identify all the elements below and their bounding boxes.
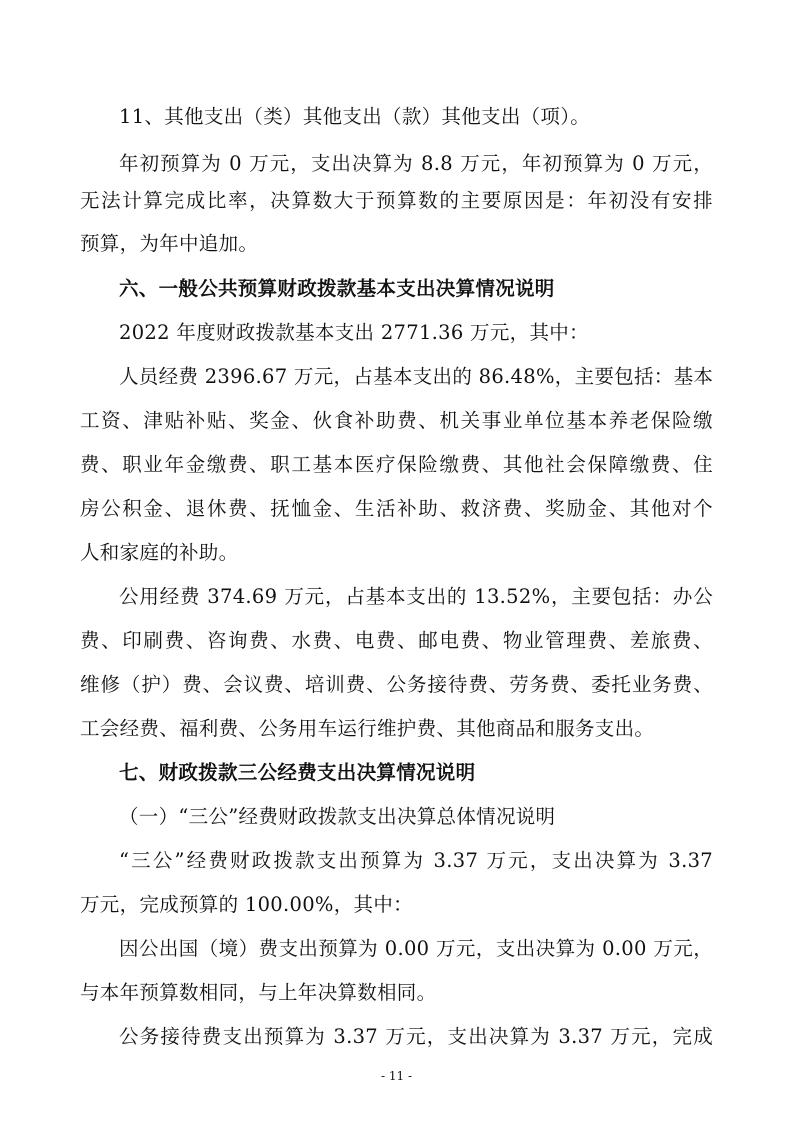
section-heading-6: 六、一般公共预算财政拨款基本支出决算情况说明 — [119, 277, 555, 300]
text-line-10: 房公积金、退休费、抚恤金、生活补助、救济费、奖励金、其他对个 — [80, 497, 713, 520]
text-line-13: 费、印刷费、咨询费、水费、电费、邮电费、物业管理费、差旅费、 — [80, 629, 713, 652]
page-number: - 11 - — [380, 1069, 412, 1083]
text-line-19: 万元，完成预算的 100.00%，其中： — [80, 893, 413, 916]
text-line-15: 工会经费、福利费、公务用车运行维护费、其他商品和服务支出。 — [80, 717, 655, 740]
text-line-11: 人和家庭的补助。 — [80, 541, 239, 564]
text-line-12: 公用经费 374.69 万元，占基本支出的 13.52%，主要包括：办公 — [119, 585, 713, 608]
text-line-22: 公务接待费支出预算为 3.37 万元，支出决算为 3.37 万元，完成 — [119, 1025, 713, 1048]
text-line-3: 无法计算完成比率，决算数大于预算数的主要原因是：年初没有安排 — [80, 189, 713, 212]
text-line-9: 费、职业年金缴费、职工基本医疗保险缴费、其他社会保障缴费、住 — [80, 453, 713, 476]
text-line-6: 2022 年度财政拨款基本支出 2771.36 万元，其中： — [119, 321, 589, 344]
text-line-8: 工资、津贴补贴、奖金、伙食补助费、机关事业单位基本养老保险缴 — [80, 409, 713, 432]
subsection-heading-1: （一）“三公”经费财政拨款支出决算总体情况说明 — [119, 805, 556, 828]
text-line-1: 11、其他支出（类）其他支出（款）其他支出（项）。 — [119, 105, 591, 128]
text-line-7: 人员经费 2396.67 万元，占基本支出的 86.48%，主要包括：基本 — [119, 365, 713, 388]
text-line-18: “三公”经费财政拨款支出预算为 3.37 万元，支出决算为 3.37 — [119, 849, 713, 872]
text-line-2: 年初预算为 0 万元，支出决算为 8.8 万元，年初预算为 0 万元， — [119, 152, 713, 175]
text-line-20: 因公出国（境）费支出预算为 0.00 万元，支出决算为 0.00 万元， — [119, 937, 713, 960]
text-line-14: 维修（护）费、会议费、培训费、公务接待费、劳务费、委托业务费、 — [80, 673, 713, 696]
section-heading-7: 七、财政拨款三公经费支出决算情况说明 — [119, 761, 476, 784]
text-line-4: 预算，为年中追加。 — [80, 232, 259, 255]
text-line-21: 与本年预算数相同，与上年决算数相同。 — [80, 981, 437, 1004]
